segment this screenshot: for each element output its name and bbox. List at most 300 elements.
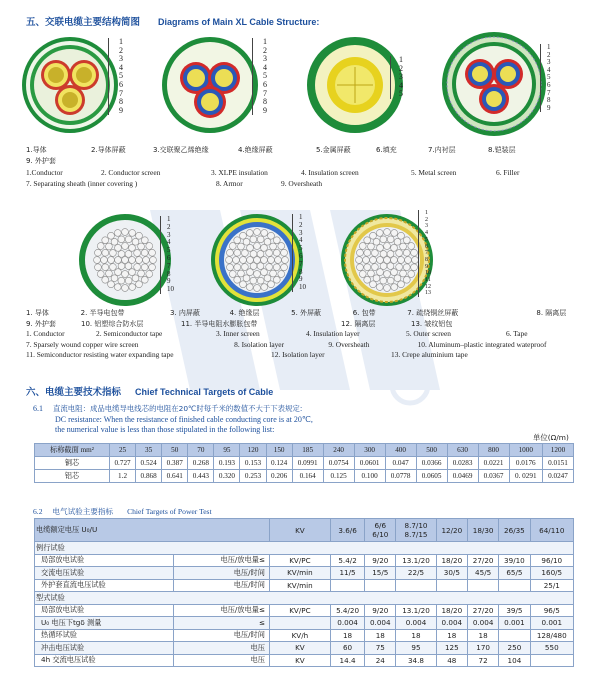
test-value: 34.8 xyxy=(396,654,436,667)
conductor-strand xyxy=(370,232,377,239)
conductor-strand xyxy=(250,277,257,284)
conductor-strand xyxy=(387,251,394,258)
test-value: 0.004 xyxy=(365,617,396,630)
test-value: 104 xyxy=(499,654,530,667)
conductor-strand xyxy=(275,257,282,264)
test-value: 22/5 xyxy=(396,567,436,580)
diagram-label: 8 xyxy=(547,96,551,105)
conductor-strand xyxy=(134,264,141,271)
section-row xyxy=(35,542,574,555)
conductor-strand xyxy=(373,275,380,282)
conductor-strand xyxy=(118,277,125,284)
conductor-strand xyxy=(106,270,113,277)
conductor-strand xyxy=(238,243,245,250)
value-cell: 0.100 xyxy=(354,470,385,483)
test-value: 0.004 xyxy=(396,617,436,630)
conductor-strand xyxy=(261,284,268,291)
conductor-strand xyxy=(261,244,268,251)
diagram-5-labels xyxy=(160,216,190,294)
conductor-strand xyxy=(132,238,139,245)
test-value: 0.004 xyxy=(436,617,467,630)
conductor-strand xyxy=(384,271,391,278)
test-unit: KV xyxy=(269,654,330,667)
conductor-strand xyxy=(270,270,277,277)
diagram-label: 2 xyxy=(547,50,551,59)
dc-resistance-table xyxy=(34,443,574,483)
value-cell: 0.0469 xyxy=(447,470,478,483)
test-value: 0.001 xyxy=(499,617,530,630)
legend-item: 9. 外护套 xyxy=(26,319,56,328)
legend-item: 9. Oversheath xyxy=(328,339,370,349)
conductor-strand xyxy=(138,270,145,277)
diagram-label: 3 xyxy=(299,228,303,237)
conductor-strand xyxy=(257,277,264,284)
value-cell: 0.320 xyxy=(214,470,240,483)
voltage-text: 26/35 xyxy=(504,525,525,535)
conductor-strand xyxy=(384,285,391,292)
conductor-strand xyxy=(398,232,405,239)
table-row xyxy=(35,642,574,655)
conductor-strand xyxy=(391,269,398,276)
voltage-col xyxy=(365,519,396,542)
legend-item: 12. 隔离层 xyxy=(341,319,376,328)
diagram-label: 9 xyxy=(299,275,303,284)
conductor-strand xyxy=(371,250,378,257)
conductor-strand xyxy=(384,243,391,250)
diagram-label: 2 xyxy=(263,45,267,55)
legend-item: 2. Semiconductor tape xyxy=(96,329,163,339)
conductor-strand xyxy=(227,249,234,256)
legend-item: 7. 疏绕铜丝屏蔽 xyxy=(407,309,459,317)
diagram-label: 1 xyxy=(399,55,403,64)
diagram-label: 5 xyxy=(263,71,267,81)
legend-item: 3. Inner screen xyxy=(216,329,260,339)
conductor-strand xyxy=(371,264,378,271)
value-cell: 0.164 xyxy=(292,470,323,483)
conductor-strand xyxy=(364,264,371,271)
voltage-col xyxy=(330,519,364,542)
table-header-cell: 标称截面 mm² xyxy=(35,444,110,457)
conductor-strand xyxy=(403,237,410,244)
legend-item: 10. Aluminum–plastic integrated wateproof xyxy=(417,339,547,349)
diagram-label: 2 xyxy=(425,216,428,223)
test-name: 4h 交流电压试验 xyxy=(35,654,174,667)
diagram-label: 4 xyxy=(547,65,551,74)
voltage-col xyxy=(467,519,498,542)
conductor-strand xyxy=(403,276,410,283)
diagram-label: 6 xyxy=(425,243,428,250)
conductor-strand xyxy=(129,284,136,291)
conductor-strand xyxy=(261,257,268,264)
legend-item: 4. Insulation layer xyxy=(306,329,360,339)
diagram-label: 9 xyxy=(119,105,123,115)
test-value xyxy=(396,579,436,592)
test-unit: KV/PC xyxy=(269,604,330,617)
conductor-strand xyxy=(268,232,275,239)
table-header-row xyxy=(35,519,574,542)
conductor-strand xyxy=(95,264,102,271)
legend-item: 7. Sparsely wound copper wire screen xyxy=(26,339,139,349)
conductor-strand xyxy=(391,257,398,264)
conductor-strand xyxy=(363,257,370,264)
legend-1-cn2: 9. 外护套 xyxy=(26,157,56,165)
legend-item: 6. Tape xyxy=(506,329,528,339)
value-cell: 0.153 xyxy=(240,457,266,470)
section-row xyxy=(35,592,574,605)
conductor-strand xyxy=(357,264,364,271)
conductor-strand xyxy=(391,244,398,251)
diagram-label: 5 xyxy=(547,73,551,82)
diagram-label: 4 xyxy=(263,62,267,72)
conductor-strand xyxy=(273,276,280,283)
conductor-strand xyxy=(247,257,254,264)
conductor-strand xyxy=(403,249,410,256)
legend-item: 2.导体屏蔽 xyxy=(91,146,126,154)
test-value: 11/5 xyxy=(330,567,364,580)
size-cell: 630 xyxy=(447,444,478,457)
conductor-strand xyxy=(377,257,384,264)
conductor-strand xyxy=(114,230,121,237)
diagram-label: 7 xyxy=(547,88,551,97)
legend-item: 11. Semiconductor resisting water expanding tape xyxy=(26,350,174,360)
value-cell: 0.0991 xyxy=(292,457,323,470)
conductor-strand xyxy=(95,249,102,256)
test-measure: 电压/时间 xyxy=(173,629,269,642)
test-value: 27/20 xyxy=(467,554,498,567)
legend-item: 3. XLPE insulation xyxy=(211,168,268,177)
legend-2-cn1 xyxy=(26,308,596,319)
size-cell: 240 xyxy=(323,444,354,457)
section5-title-cn: 五、交联电缆主要结构简图 xyxy=(26,17,141,28)
diagram-label: 1 xyxy=(547,43,551,51)
size-cell: 95 xyxy=(214,444,240,457)
conductor-strand xyxy=(125,263,132,270)
conductor-strand xyxy=(281,264,288,271)
conductor-strand xyxy=(398,257,405,264)
diagram-label: 12 xyxy=(425,283,431,290)
conductor-strand xyxy=(234,276,241,283)
conductor-strand xyxy=(408,243,415,250)
diagram-label: 10 xyxy=(167,285,174,294)
test-value: 45/5 xyxy=(467,567,498,580)
conductor-strand xyxy=(254,243,261,250)
test-value: 0.001 xyxy=(530,617,573,630)
test-value: 250 xyxy=(499,642,530,655)
conductor-strand xyxy=(254,271,261,278)
test-value xyxy=(499,579,530,592)
conductor-strand xyxy=(241,264,248,271)
conductor-strand xyxy=(129,269,136,276)
test-value: 9/20 xyxy=(365,554,396,567)
sub62-number: 6.2 xyxy=(33,507,43,516)
test-value: 75 xyxy=(365,642,396,655)
size-cell: 70 xyxy=(188,444,214,457)
table-row xyxy=(35,629,574,642)
legend-item: 7.内衬层 xyxy=(428,146,456,154)
conductor-strand xyxy=(111,238,118,245)
conductor-strand xyxy=(132,275,139,282)
test-measure: 电压 xyxy=(173,642,269,655)
value-cell: 0. 0291 xyxy=(509,470,542,483)
conductor-strand xyxy=(394,275,401,282)
conductor-strand xyxy=(254,285,261,292)
test-value: 27/20 xyxy=(467,604,498,617)
test-value: 39/5 xyxy=(499,604,530,617)
conductor-strand xyxy=(377,244,384,251)
voltage-text: 8.7/10 8.7/15 xyxy=(404,521,428,539)
conductor-strand xyxy=(254,257,261,264)
diagram-label: 8 xyxy=(299,267,303,276)
legend-item: 8. Armor xyxy=(216,179,243,188)
conductor-strand xyxy=(149,249,156,256)
conductor-strand xyxy=(97,243,104,250)
conductor-strand xyxy=(359,243,366,250)
conductor-strand xyxy=(364,276,371,283)
diagram-label: 5 xyxy=(119,71,123,81)
test-value: 15/5 xyxy=(365,567,396,580)
section6-title-en: Chief Technical Targets of Cable xyxy=(135,387,274,397)
value-cell: 1.2 xyxy=(110,470,136,483)
conductor-strand xyxy=(238,270,245,277)
value-cell: 0.0778 xyxy=(385,470,416,483)
test-value xyxy=(467,579,498,592)
conductor-strand xyxy=(266,250,273,257)
diagram-label: 1 xyxy=(299,213,303,221)
conductor-strand xyxy=(102,264,109,271)
conductor-strand xyxy=(118,236,125,243)
conductor-strand xyxy=(122,271,129,278)
section-label: 型式试验 xyxy=(35,592,574,605)
conductor-strand xyxy=(264,275,271,282)
test-value: 13.1/20 xyxy=(396,604,436,617)
conductor-strand xyxy=(129,257,136,264)
test-measure: 电压/时间 xyxy=(173,579,269,592)
sub62-en: Chief Targets of Power Test xyxy=(127,507,212,516)
conductor-strand xyxy=(129,244,136,251)
conductor-strand xyxy=(240,257,247,264)
legend-item: 5. Metal screen xyxy=(411,168,457,177)
legend-item: 13. 皱纹铝包 xyxy=(411,319,453,328)
test-unit xyxy=(269,617,330,630)
conductor-strand xyxy=(408,271,415,278)
test-value: 170 xyxy=(467,642,498,655)
conductor-strand xyxy=(150,257,157,264)
size-cell: 50 xyxy=(162,444,188,457)
table-row xyxy=(35,604,574,617)
legend-1-en2 xyxy=(26,178,586,189)
test-name: 热循环试验 xyxy=(35,629,174,642)
value-cell: 0.387 xyxy=(162,457,188,470)
legend-item: 6. 包带 xyxy=(352,309,376,317)
legend-item: 3.交联聚乙烯绝缘 xyxy=(153,146,209,154)
diagram-7-labels xyxy=(418,210,448,297)
diagram-label: 3 xyxy=(399,72,403,82)
diagram-label: 5 xyxy=(167,246,171,255)
value-cell: 0.443 xyxy=(188,470,214,483)
conductor-strand xyxy=(136,232,143,239)
legend-item: 13. Crepe aluminium tape xyxy=(391,350,468,360)
section5-header xyxy=(26,12,319,30)
table-row xyxy=(35,579,574,592)
diagram-label: 10 xyxy=(425,270,431,277)
test-value: 5.4/2 xyxy=(330,554,364,567)
conductor-strand xyxy=(400,270,407,277)
row-label: 铝芯 xyxy=(35,470,110,483)
conductor-strand xyxy=(384,229,391,236)
size-cell: 1000 xyxy=(509,444,542,457)
conductor-strand xyxy=(268,281,275,288)
diagram-label: 9 xyxy=(167,277,171,286)
legend-item: 4.绝缘屏蔽 xyxy=(238,146,273,154)
legend-2-cn2 xyxy=(26,319,596,330)
diagram-label: 6 xyxy=(263,79,267,89)
value-cell: 0.0151 xyxy=(542,457,573,470)
test-value: 60 xyxy=(330,642,364,655)
diagram-label: 5 xyxy=(299,244,303,253)
conductor-strand xyxy=(282,257,289,264)
test-value: 25/1 xyxy=(530,579,573,592)
conductor-strand xyxy=(250,251,257,258)
diagram-label: 3 xyxy=(263,54,267,64)
conductor-strand xyxy=(106,243,113,250)
conductor-strand xyxy=(387,263,394,270)
conductor-strand xyxy=(234,237,241,244)
table-row xyxy=(35,470,574,483)
diagram-label: 6 xyxy=(547,80,551,89)
conductor-strand xyxy=(143,257,150,264)
test-value: 18/20 xyxy=(436,554,467,567)
conductor-strand xyxy=(134,250,141,257)
conductor-strand xyxy=(125,236,132,243)
diagram-label: 6 xyxy=(119,79,123,89)
conductor-strand xyxy=(141,264,148,271)
diagram-label: 2 xyxy=(167,222,171,231)
conductor-strand xyxy=(243,275,250,282)
conductor-strand xyxy=(241,250,248,257)
conductor-strand xyxy=(125,277,132,284)
conductor-strand xyxy=(411,264,418,271)
conductor-strand xyxy=(254,229,261,236)
test-value xyxy=(365,579,396,592)
diagram-label: 4 xyxy=(399,80,403,90)
conductor-strand xyxy=(359,271,366,278)
legend-2-en1 xyxy=(26,329,596,340)
diagram-6-labels xyxy=(292,214,322,292)
legend-item: 6.填充 xyxy=(376,146,397,154)
test-value: 18 xyxy=(436,629,467,642)
diagram-label: 1 xyxy=(263,37,267,46)
conductor-strand xyxy=(364,249,371,256)
conductor-strand xyxy=(115,257,122,264)
test-value: 48 xyxy=(436,654,467,667)
sub61-number: 6.1 xyxy=(33,404,43,413)
conductor-strand xyxy=(102,237,109,244)
value-cell: 0.0367 xyxy=(478,470,509,483)
diagram-label: 8 xyxy=(425,256,428,263)
conductor-strand xyxy=(108,232,115,239)
conductor-strand xyxy=(377,269,384,276)
legend-item: 8.铠装层 xyxy=(488,146,516,154)
diagram-label: 2 xyxy=(399,63,403,73)
conductor-strand xyxy=(102,276,109,283)
test-name: U₀ 电压下tgδ 测量 xyxy=(35,617,174,630)
value-cell: 0.0754 xyxy=(323,457,354,470)
diagram-label: 11 xyxy=(425,277,431,284)
test-value: 72 xyxy=(467,654,498,667)
section6-title-cn: 六、电缆主要技术指标 xyxy=(26,387,122,398)
diagram-label: 9 xyxy=(263,105,267,115)
test-value: 550 xyxy=(530,642,573,655)
test-value: 0.004 xyxy=(467,617,498,630)
test-value: 95 xyxy=(396,642,436,655)
conductor-strand xyxy=(149,264,156,271)
conductor-strand xyxy=(396,250,403,257)
conductor-strand xyxy=(240,281,247,288)
conductor-strand xyxy=(108,257,115,264)
test-value: 18/20 xyxy=(436,604,467,617)
conductor-strand xyxy=(273,237,280,244)
conductor-strand xyxy=(273,249,280,256)
conductor-strand xyxy=(364,237,371,244)
value-cell: 0.0176 xyxy=(509,457,542,470)
conductor-strand xyxy=(240,232,247,239)
legend-item: 11. 半导电阻水膨胀包带 xyxy=(181,319,258,328)
header-label: 电缆额定电压 U₀/U xyxy=(35,519,270,542)
value-cell: 0.193 xyxy=(214,457,240,470)
diagram-label: 4 xyxy=(425,230,428,237)
test-value xyxy=(530,654,573,667)
conductor-strand xyxy=(250,263,257,270)
value-cell: 0.868 xyxy=(136,470,162,483)
size-cell: 500 xyxy=(416,444,447,457)
row-label: 铜芯 xyxy=(35,457,110,470)
legend-item: 6. Filler xyxy=(496,168,520,177)
test-value xyxy=(436,579,467,592)
diagram-label: 1 xyxy=(425,210,428,216)
size-cell: 25 xyxy=(110,444,136,457)
conductor-strand xyxy=(97,271,104,278)
sub62-header xyxy=(33,506,212,517)
conductor-strand xyxy=(266,264,273,271)
value-cell: 0.0366 xyxy=(416,457,447,470)
sub61-cn: 直流电阻：成品电缆导电线芯的电阻在20℃时每千米的数值不大于下表规定: xyxy=(53,404,303,413)
conductor-strand xyxy=(122,285,129,292)
diagram-label: 7 xyxy=(425,250,428,257)
conductor-strand xyxy=(370,257,377,264)
conductor-strand xyxy=(380,277,387,284)
diagram-label: 1 xyxy=(167,215,171,223)
diagram-label: 2 xyxy=(119,45,123,55)
test-unit: KV/min xyxy=(269,567,330,580)
test-value: 18 xyxy=(365,629,396,642)
test-value: 96/5 xyxy=(530,604,573,617)
test-unit: KV/min xyxy=(269,579,330,592)
value-cell: 0.0283 xyxy=(447,457,478,470)
test-name: 外护套直流电压试验 xyxy=(35,579,174,592)
header-unit: KV xyxy=(269,519,330,542)
conductor-strand xyxy=(102,249,109,256)
conductor-strand xyxy=(136,257,143,264)
conductor-strand xyxy=(368,270,375,277)
diagram-label: 5 xyxy=(399,89,403,99)
conductor-strand xyxy=(111,275,118,282)
conductor-strand xyxy=(250,236,257,243)
value-cell: 0.206 xyxy=(266,470,292,483)
value-cell: 0.641 xyxy=(162,470,188,483)
legend-2-en3 xyxy=(26,350,596,361)
test-value: 96/10 xyxy=(530,554,573,567)
conductor-strand xyxy=(138,243,145,250)
